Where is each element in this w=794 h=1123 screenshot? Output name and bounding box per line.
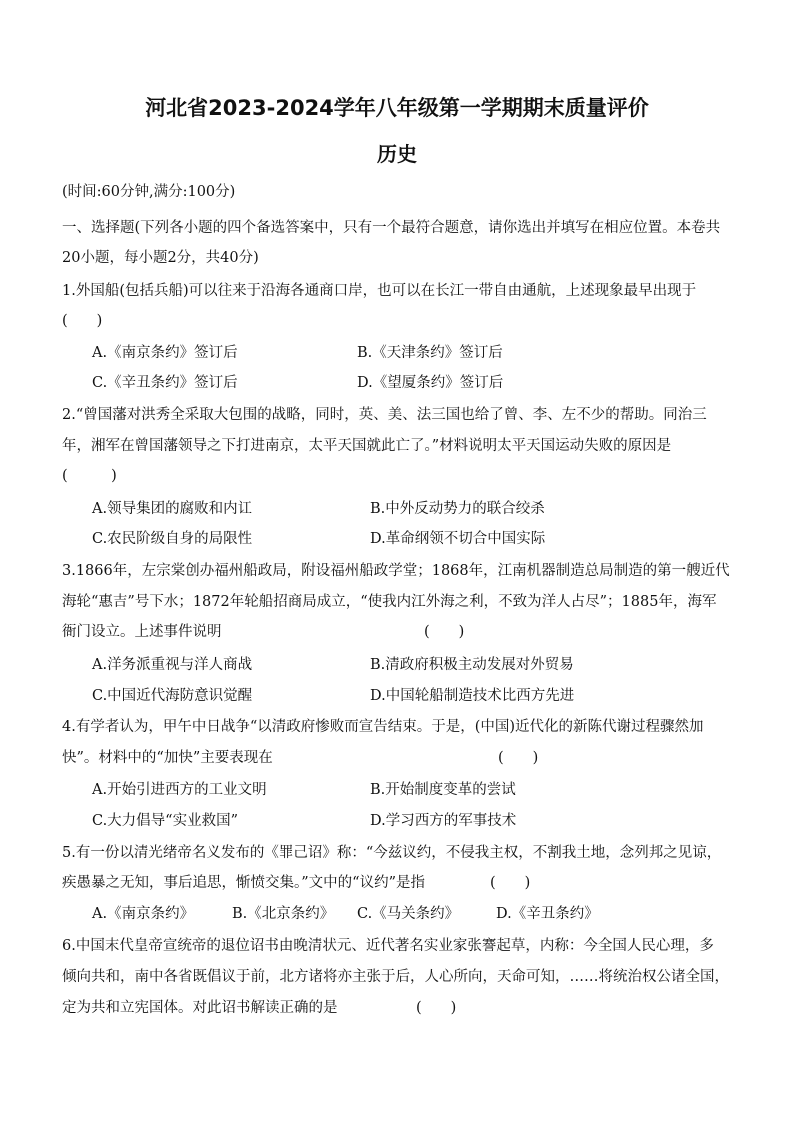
q6-stem-line1: 6.中国末代皇帝宣统帝的退位诏书由晚清状元、近代著名实业家张謇起草，内称：今全国人民心理，多	[62, 938, 714, 954]
q3-option-c: C.中国近代海防意识觉醒	[92, 688, 253, 704]
time-note: (时间:60分钟,满分:100分)	[62, 184, 236, 200]
q2-option-c: C.农民阶级自身的局限性	[92, 531, 253, 547]
q3-stem-line3: 衙门设立。上述事件说明	[62, 624, 222, 640]
q6-stem-line3: 定为共和立宪国体。对此诏书解读正确的是	[62, 1000, 338, 1016]
section-instructions-line1: 一、选择题(下列各小题的四个备选答案中，只有一个最符合题意，请你选出并填写在相应位置。本卷共	[62, 220, 721, 236]
q1-answer-bracket: ( )	[62, 313, 103, 329]
q4-option-a: A.开始引进西方的工业文明	[92, 782, 267, 798]
q5-answer-bracket: ( )	[490, 875, 531, 891]
q1-option-c: C.《辛丑条约》签订后	[92, 375, 238, 391]
q4-answer-bracket: ( )	[498, 750, 539, 766]
exam-title: 河北省2023-2024学年八年级第一学期期末质量评价	[145, 96, 649, 120]
q3-option-b: B.清政府积极主动发展对外贸易	[370, 657, 574, 673]
subject-title: 历史	[377, 142, 417, 166]
q2-stem-line2: 年，湘军在曾国藩领导之下打进南京，太平天国就此亡了。”材料说明太平天国运动失败的原因是	[62, 438, 672, 454]
q3-stem-line2: 海轮“惠吉”号下水；1872年轮船招商局成立，“使我内江外海之利，不致为洋人占尽”；1885年，海军	[62, 594, 717, 610]
section-instructions-line2: 20小题，每小题2分，共40分)	[62, 250, 259, 266]
q5-option-d: D.《辛丑条约》	[496, 906, 599, 922]
q4-option-d: D.学习西方的军事技术	[370, 813, 517, 829]
q4-stem-line1: 4.有学者认为，甲午中日战争“以清政府惨败而宣告结束。于是，(中国)近代化的新陈代谢过程骤然加	[62, 719, 704, 735]
q2-option-a: A.领导集团的腐败和内讧	[92, 501, 253, 517]
q5-option-a: A.《南京条约》	[92, 906, 195, 922]
q5-option-b: B.《北京条约》	[232, 906, 335, 922]
q5-option-c: C.《马关条约》	[357, 906, 460, 922]
q3-stem-line1: 3.1866年，左宗棠创办福州船政局，附设福州船政学堂；1868年，江南机器制造总局制造的第一艘近代	[62, 563, 730, 579]
q3-answer-bracket: ( )	[424, 624, 465, 640]
q1-option-d: D.《望厦条约》签订后	[357, 375, 504, 391]
q2-option-d: D.革命纲领不切合中国实际	[370, 531, 546, 547]
q3-option-a: A.洋务派重视与洋人商战	[92, 657, 253, 673]
q5-stem-line1: 5.有一份以清光绪帝名义发布的《罪己诏》称：“今兹议约，不侵我主权，不割我土地，念列邦之见谅，	[62, 845, 722, 861]
q1-option-b: B.《天津条约》签订后	[357, 345, 503, 361]
q1-option-a: A.《南京条约》签订后	[92, 345, 238, 361]
q2-answer-bracket: ( )	[62, 468, 117, 484]
q6-answer-bracket: ( )	[416, 1000, 457, 1016]
q6-stem-line2: 倾向共和，南中各省既倡议于前，北方诸将亦主张于后，人心所向，天命可知，……将统治权公诸全国，	[62, 969, 729, 985]
q4-stem-line2: 快”。材料中的“加快”主要表现在	[62, 750, 273, 766]
q4-option-c: C.大力倡导“实业救国”	[92, 813, 239, 829]
q4-option-b: B.开始制度变革的尝试	[370, 782, 516, 798]
q5-stem-line2: 疾愚暴之无知，事后追思，惭愤交集。”文中的“议约”是指	[62, 875, 425, 891]
q3-option-d: D.中国轮船制造技术比西方先进	[370, 688, 575, 704]
q2-option-b: B.中外反动势力的联合绞杀	[370, 501, 545, 517]
q2-stem-line1: 2.“曾国藩对洪秀全采取大包围的战略，同时，英、美、法三国也给了曾、李、左不少的帮助。同治三	[62, 407, 707, 423]
q1-stem-line1: 1.外国船(包括兵船)可以往来于沿海各通商口岸，也可以在长江一带自由通航，上述现象最早出现于	[62, 283, 697, 299]
